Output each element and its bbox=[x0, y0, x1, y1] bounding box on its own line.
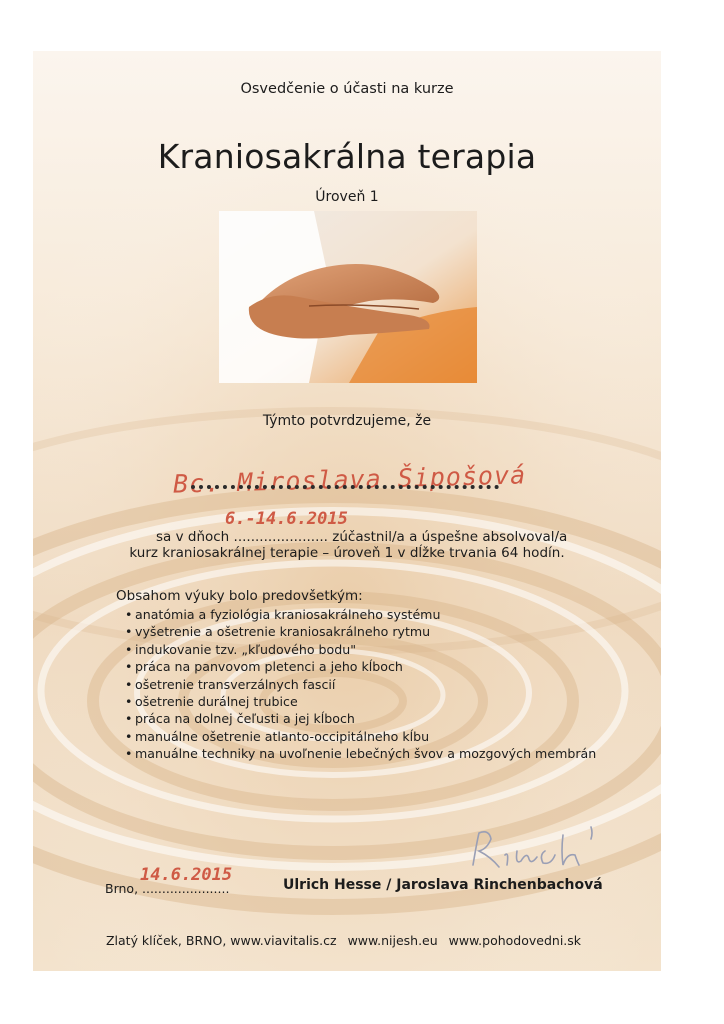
attendance-suffix: zúčastnil/a a úspešne absolvoval/a bbox=[332, 529, 568, 545]
course-line: kurz kraniosakrálnej terapie – úroveň 1 v dĺžke trvania 64 hodín. bbox=[129, 545, 565, 561]
bullet-icon: • bbox=[125, 641, 133, 657]
bullet-icon: • bbox=[125, 746, 133, 762]
list-item: • ošetrenie transverzálnych fascií bbox=[125, 676, 336, 692]
footer-site-2: www.nijesh.eu bbox=[347, 933, 438, 948]
course-level: Úroveň 1 bbox=[315, 189, 379, 205]
certificate-title: Kraniosakrálna terapia bbox=[157, 137, 537, 176]
footer-org: Zlatý klíček, BRNO, www.viavitalis.cz bbox=[105, 933, 337, 948]
place-label: Brno, ...................... bbox=[105, 881, 230, 896]
certificate-header: Osvedčenie o účasti na kurze bbox=[240, 81, 454, 97]
list-item: • manuálne techniky na uvoľnenie lebečných švov a mozgových membrán bbox=[125, 746, 597, 762]
certificate-sheet bbox=[33, 51, 661, 971]
attendance-dots: ...................... bbox=[233, 529, 328, 545]
hands-photo-icon bbox=[219, 211, 477, 383]
course-dates: 6.-14.6.2015 bbox=[225, 509, 348, 529]
issue-date: 14.6.2015 bbox=[140, 865, 233, 885]
topics-list bbox=[125, 606, 596, 763]
list-item: • vyšetrenie a ošetrenie kraniosakrálneho rytmu bbox=[125, 624, 431, 640]
bullet-icon: • bbox=[125, 624, 133, 640]
list-item: • práca na dolnej čeľusti a jej kĺboch bbox=[125, 711, 355, 727]
list-item: • anatómia a fyziológia kraniosakrálneho systému bbox=[125, 607, 441, 622]
confirmation-text: Týmto potvrdzujeme, že bbox=[262, 413, 432, 429]
list-item: • indukovanie tzv. „kľudového bodu" bbox=[125, 641, 357, 657]
signers: Ulrich Hesse / Jaroslava Rinchenbachová bbox=[283, 877, 603, 893]
signature-icon bbox=[465, 821, 615, 881]
list-item: • manuálne ošetrenie atlanto-occipitálneho kĺbu bbox=[125, 728, 430, 744]
footer-site-3: www.pohodovedni.sk bbox=[448, 933, 582, 948]
name-dotted-line bbox=[191, 485, 499, 489]
bullet-icon: • bbox=[125, 607, 133, 622]
list-item: • práca na panvovom pletenci a jeho kĺboch bbox=[125, 659, 403, 675]
footer bbox=[33, 933, 661, 948]
attendance-prefix: sa v dňoch bbox=[156, 529, 230, 545]
bullet-icon: • bbox=[125, 728, 133, 744]
attendance-line bbox=[156, 529, 567, 545]
content-title: Obsahom výuky bolo predovšetkým: bbox=[116, 588, 363, 604]
bullet-icon: • bbox=[125, 693, 133, 709]
bullet-icon: • bbox=[125, 711, 133, 727]
list-item: • ošetrenie durálnej trubice bbox=[125, 693, 298, 709]
participant-name: Bc. Miroslava Šipošová bbox=[172, 460, 527, 499]
bullet-icon: • bbox=[125, 676, 133, 692]
bullet-icon: • bbox=[125, 659, 133, 675]
